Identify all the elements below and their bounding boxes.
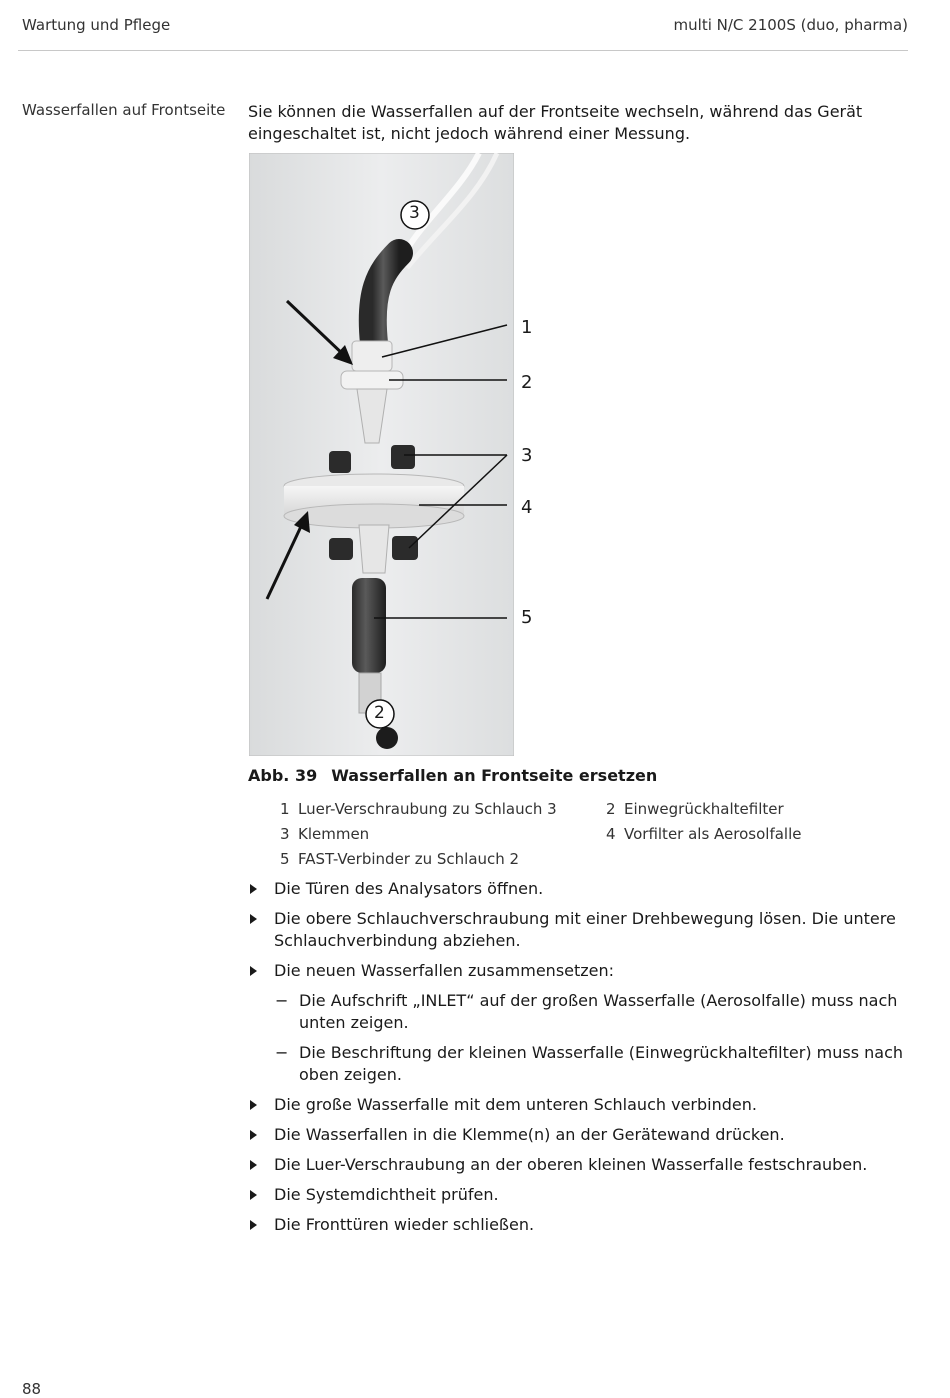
bullet-triangle-icon [250,884,257,894]
bullet-triangle-icon [250,1220,257,1230]
step-item: Die Wasserfallen in die Klemme(n) an der Gerätewand drücken. [248,1124,908,1146]
header-section: Wartung und Pflege [22,16,171,34]
water-trap-photo [249,153,514,756]
bullet-triangle-icon [250,1190,257,1200]
substep-item: − Die Beschriftung der kleinen Wasserfalle (Einwegrückhaltefilter) muss nach oben zeigen. [275,1043,904,1084]
bullet-triangle-icon [250,966,257,976]
intro-paragraph: Sie können die Wasserfallen auf der Frontseite wechseln, während das Gerät eingeschaltet ist, nicht jedoch während einer Messung. [248,102,863,143]
callout-4: 4 [521,497,533,518]
step-item: Die neuen Wasserfallen zusammensetzen: [248,960,908,982]
header-product: multi N/C 2100S (duo, pharma) [673,16,908,34]
caption-text: Wasserfallen an Frontseite ersetzen [331,766,658,785]
callout-3-top: 3 [409,203,420,223]
legend-item: 5 FAST-Verbinder zu Schlauch 2 [280,850,520,868]
instruction-list [248,878,908,1244]
step-item: Die obere Schlauchverschraubung mit einer Drehbewegung lösen. Die untere Schlauchverbindung abziehen. [248,908,908,952]
figure-caption [248,766,657,785]
header-rule [18,50,908,51]
page-number: 88 [22,1380,42,1398]
step-item: Die Luer-Verschraubung an der oberen kleinen Wasserfalle festschrauben. [248,1154,908,1176]
callout-2: 2 [521,372,533,393]
step-item: Die Fronttüren wieder schließen. [248,1214,908,1236]
legend-item: 2 Einwegrückhaltefilter [606,800,784,818]
substep-item: − Die Aufschrift „INLET“ auf der großen Wasserfalle (Aerosolfalle) muss nach unten zeigen. [275,991,898,1032]
dash-bullet: − [275,991,289,1010]
bullet-triangle-icon [250,1160,257,1170]
callout-3: 3 [521,445,533,466]
legend-item: 3 Klemmen [280,825,370,843]
dash-bullet: − [275,1043,289,1062]
callout-2-bottom: 2 [374,703,385,723]
bullet-triangle-icon [250,1100,257,1110]
legend-item: 4 Vorfilter als Aerosolfalle [606,825,802,843]
sidebar-title: Wasserfallen auf Frontseite [22,101,226,119]
callout-1: 1 [521,317,533,338]
step-item: Die Systemdichtheit prüfen. [248,1184,908,1206]
callout-5: 5 [521,607,533,628]
bullet-triangle-icon [250,1130,257,1140]
legend-item: 1 Luer-Verschraubung zu Schlauch 3 [280,800,557,818]
step-item: Die große Wasserfalle mit dem unteren Schlauch verbinden. [248,1094,908,1116]
caption-number: Abb. 39 [248,766,318,785]
bullet-triangle-icon [250,914,257,924]
step-item: Die Türen des Analysators öffnen. [248,878,908,900]
